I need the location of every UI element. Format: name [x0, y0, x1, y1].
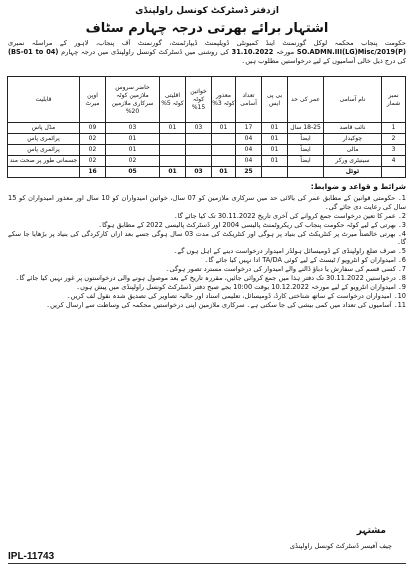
ipl-number: IPL-11743: [8, 551, 55, 562]
table-cell: جسمانی طور پر صحت مند: [8, 156, 80, 167]
table-cell: 02: [80, 145, 106, 156]
table-cell: 04: [236, 134, 262, 145]
table-cell: ایضاً: [288, 145, 324, 156]
table-cell: [160, 134, 186, 145]
table-cell: [186, 145, 212, 156]
table-cell: 4: [382, 156, 406, 167]
table-cell: 01: [106, 145, 160, 156]
table-row: [8, 123, 406, 134]
intro-paragraph: [8, 39, 406, 75]
table-cell: 2: [382, 134, 406, 145]
vacancies-table: [7, 76, 406, 178]
bottom-divider: [8, 563, 406, 564]
rule-item: [8, 247, 406, 256]
table-cell: ایضاً: [288, 134, 324, 145]
rule-item: [8, 256, 406, 265]
table-header-cell: حاضر سروس ملازمین کوٹہ سرکاری ملازمین 20%: [106, 77, 160, 123]
rule-text: 1۔ حکومتی قوانین کے مطابق عمر کی بالائی حد میں سرکاری ملازمین کو 07 سال، خواتین امیدواران کو 10 سال اور معذور امیدواران کو 15 سال کی رعایت دی جائے گی۔: [8, 194, 406, 211]
total-cell: 03: [186, 167, 212, 178]
total-cell: 25: [236, 167, 262, 178]
rule-item: [8, 283, 406, 292]
table-cell: 02: [106, 156, 160, 167]
table-cell: [212, 134, 236, 145]
total-cell: [382, 167, 406, 178]
table-header-row: [8, 77, 406, 123]
table-cell: 04: [236, 156, 262, 167]
total-cell: [8, 167, 80, 178]
rule-item: [8, 221, 406, 230]
rule-text: 3۔ بھرتی کے لیے کوٹہ حکومت پنجاب کی ریکروٹمنٹ پالیسی 2004 اور ڈسٹرکٹ پالیسی 2022 کے مطابق ہوگا۔: [98, 220, 406, 229]
table-cell: 01: [262, 134, 288, 145]
rule-item: [8, 292, 406, 301]
table-cell: مڈل پاس: [8, 123, 80, 134]
rule-text: 9۔ امیدواران انٹرویو کے لیے مورخہ 10.12.2022 بوقت 10:00 بجے صبح دفتر ڈسٹرکٹ کونسل راولپنڈی میں پیش ہوں۔: [76, 283, 406, 292]
table-header-cell: نمبر شمار: [382, 77, 406, 123]
rule-text: 10۔ امیدواران درخواست کے ساتھ شناختی کارڈ، ڈومیسائل، تعلیمی اسناد اور حالیہ تصاویر کی تصدیق شدہ نقول لف کریں۔: [66, 292, 406, 301]
table-cell: 02: [80, 134, 106, 145]
table-cell: مالی: [324, 145, 382, 156]
table-row: [8, 134, 406, 145]
table-cell: 3: [382, 145, 406, 156]
table-header-cell: خواتین کوٹہ 15%: [186, 77, 212, 123]
rule-item: [8, 230, 406, 248]
table-cell: 04: [236, 145, 262, 156]
table-body: [8, 123, 406, 178]
advertiser-title: چیف آفیسر ڈسٹرکٹ کونسل راولپنڈی: [289, 542, 392, 550]
table-cell: 02: [80, 156, 106, 167]
total-cell: 16: [80, 167, 106, 178]
rule-text: 5۔ صرف ضلع راولپنڈی کے ڈومیسائل ہولڈر امیدوار درخواست دینے کے اہل ہوں گے۔: [173, 247, 406, 256]
table-cell: ایضاً: [288, 156, 324, 167]
table-cell: نائب قاصد: [324, 123, 382, 134]
rule-item: [8, 194, 406, 212]
intro-middle: مورخہ: [276, 48, 295, 56]
table-header-cell: تعداد آسامی: [236, 77, 262, 123]
advertiser-label: مشتہر: [356, 526, 386, 536]
rules-list: [8, 194, 406, 310]
rules-heading: شرائط و قواعد و ضوابط:: [310, 182, 406, 191]
table-header-cell: نام آسامی: [324, 77, 382, 123]
table-cell: پرائمری پاس: [8, 145, 80, 156]
table-header-cell: معذور کوٹہ 3%: [212, 77, 236, 123]
table-cell: 18-25 سال: [288, 123, 324, 134]
rule-text: 11۔ آسامیوں کی تعداد میں کمی بیشی کی جا سکتی ہے۔ سرکاری ملازمین اپنی درخواستیں محکمہ کی وساطت سے ارسال کریں۔: [46, 301, 406, 310]
table-cell: 01: [106, 134, 160, 145]
table-cell: [160, 156, 186, 167]
total-cell: ٹوٹل: [324, 167, 382, 178]
table-header-cell: اوپن میرٹ: [80, 77, 106, 123]
rule-item: [8, 274, 406, 283]
table-cell: 03: [106, 123, 160, 134]
total-cell: [288, 167, 324, 178]
table-cell: [212, 156, 236, 167]
table-total-row: [8, 167, 406, 178]
table-cell: 01: [160, 123, 186, 134]
total-cell: 01: [160, 167, 186, 178]
rule-text: 8۔ درخواستیں 30.11.2022 تک دفتر ہذا میں جمع کروائی جائیں، مقررہ تاریخ کے بعد موصول ہونے والی درخواستوں پر غور نہیں کیا جائے گا۔: [15, 274, 406, 283]
table-cell: سینیٹری ورکر: [324, 156, 382, 167]
table-cell: چوکیدار: [324, 134, 382, 145]
table-cell: 01: [212, 123, 236, 134]
rule-item: [8, 265, 406, 274]
total-cell: 01: [212, 167, 236, 178]
table-header-cell: قابلیت: [8, 77, 80, 123]
intro-end: کی درج ذیل خالی آسامیوں کے لیے درخواستیں مطلوب ہیں۔: [241, 57, 406, 65]
rule-item: [8, 212, 406, 221]
rule-text: 2۔ عمر کا تعین درخواست جمع کروانے کی آخری تاریخ 30.11.2022 تک کیا جائے گا۔: [173, 211, 406, 220]
letter-date: 31.10.2022: [231, 48, 274, 56]
ad-title: اشتہار برائے بھرتی درجہ چہارم سٹاف: [85, 21, 329, 36]
table-cell: 01: [262, 156, 288, 167]
rule-text: 6۔ امیدواران کو انٹرویو / ٹیسٹ کے لیے کوئی TA/DA ادا نہیں کیا جائے گا۔: [204, 256, 406, 265]
rule-text: 7۔ کسی قسم کی سفارش یا دباؤ ڈالنے والے امیدوار کی درخواست مسترد تصور ہوگی۔: [165, 265, 406, 274]
table-header-cell: بی پی ایس: [262, 77, 288, 123]
pay-scale: (BS-01 to 04): [8, 48, 59, 56]
office-name: ازدفتر ڈسٹرکٹ کونسل راولپنڈی: [135, 6, 279, 16]
total-cell: [262, 167, 288, 178]
total-cell: 05: [106, 167, 160, 178]
intro-text: حکومت پنجاب محکمہ لوکل گورنمنٹ اینڈ کمیونٹی ڈویلپمنٹ ڈیپارٹمنٹ، گورنمنٹ آف پنجاب، لاہور کے مراسلہ نمبری: [8, 39, 406, 47]
table-cell: پرائمری پاس: [8, 134, 80, 145]
table-cell: [160, 145, 186, 156]
table-row: [8, 156, 406, 167]
table-cell: 03: [186, 123, 212, 134]
table-row: [8, 145, 406, 156]
letter-number: SO.ADMN.III(LG)Misc/2019(P): [296, 48, 406, 56]
table-header-cell: اقلیتی کوٹہ 5%: [160, 77, 186, 123]
table-cell: 09: [80, 123, 106, 134]
rule-text: 4۔ بھرتی خالصتاً میرٹ پر کنٹریکٹ کی بنیاد پر ہوگی اور کنٹریکٹ کی مدت 03 سال ہوگی جسے بعد ازاں کارکردگی کی بنیاد پر بڑھایا جا سکے گا۔: [8, 229, 406, 247]
table-header-cell: عمر کی حد: [288, 77, 324, 123]
rule-item: [8, 301, 406, 310]
table-cell: [186, 134, 212, 145]
table-cell: 17: [236, 123, 262, 134]
table-cell: 01: [262, 123, 288, 134]
intro-after: کی روشنی میں ڈسٹرکٹ کونسل راولپنڈی میں درجہ چہارم: [61, 48, 229, 56]
table-cell: [186, 156, 212, 167]
table-cell: [212, 145, 236, 156]
table-cell: 1: [382, 123, 406, 134]
table-cell: 01: [262, 145, 288, 156]
footer: [8, 526, 406, 564]
